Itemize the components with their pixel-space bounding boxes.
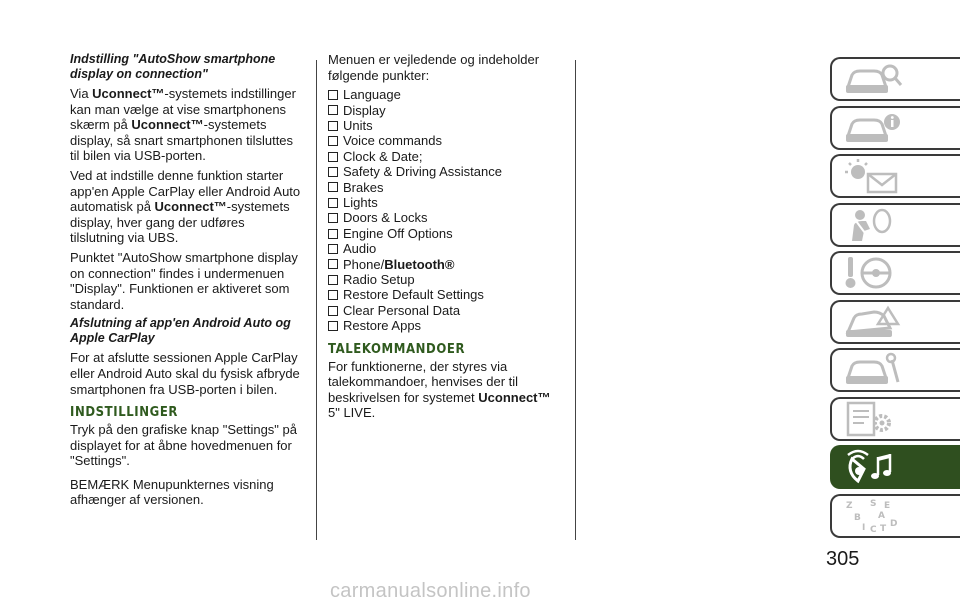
warning-lights-message-icon — [844, 158, 904, 194]
svg-text:A: A — [878, 510, 885, 521]
list-item: Language — [328, 87, 560, 102]
multimedia-music-icon — [844, 449, 904, 485]
checkbox-bullet-icon — [328, 167, 338, 177]
seatbelt-airbag-icon — [844, 207, 904, 243]
checkbox-bullet-icon — [328, 105, 338, 115]
list-item: Voice commands — [328, 133, 560, 148]
checkbox-bullet-icon — [328, 290, 338, 300]
checkbox-bullet-icon — [328, 136, 338, 146]
column-divider-right — [575, 60, 576, 540]
checkbox-bullet-icon — [328, 306, 338, 316]
svg-text:D: D — [890, 518, 898, 529]
list-item: Clock & Date; — [328, 149, 560, 164]
subhead-exit-app: Afslutning af app'en Android Auto og Apple CarPlay — [70, 316, 291, 346]
svg-text:Z: Z — [846, 500, 853, 511]
list-item: Clear Personal Data — [328, 303, 560, 318]
checkbox-bullet-icon — [328, 275, 338, 285]
steering-wheel-key-icon — [844, 255, 904, 291]
paragraph-submenu: Punktet "AutoShow smartphone display on connection" findes i undermenuen "Display". Funktionen er aktiveret som standard. — [70, 249, 298, 312]
checkbox-bullet-icon — [328, 121, 338, 131]
list-item: Restore Apps — [328, 318, 560, 333]
svg-text:S: S — [870, 498, 877, 509]
paragraph-exit-session: For at afslutte sessionen Apple CarPlay eller Android Auto skal du fysisk afbryde smartphonen fra USB-porten i bilen. — [70, 350, 300, 397]
tab-emergency[interactable] — [830, 300, 960, 344]
list-item: Radio Setup — [328, 272, 560, 287]
checkbox-bullet-icon — [328, 244, 338, 254]
paragraph-menu-intro: Menuen er vejledende og indeholder følgende punkter: — [328, 52, 540, 83]
paragraph-settings-button: Tryk på den grafiske knap "Settings" på displayet for at åbne hovedmenuen for "Settings". — [70, 422, 297, 469]
svg-text:B: B — [854, 512, 861, 523]
list-item: Units — [328, 118, 560, 133]
checkbox-bullet-icon — [328, 321, 338, 331]
paragraph-via-uconnect: Via Uconnect™-systemets indstillinger kan man vælge at vise smartphonens skærm på Uconnect™-systemets display, så snart smartphonen tilsluttes til bilen via USB-porten. — [70, 86, 296, 164]
tab-servicing[interactable] — [830, 348, 960, 392]
checkbox-bullet-icon — [328, 213, 338, 223]
checkbox-bullet-icon — [328, 90, 338, 100]
section-title-voice-commands: TALEKOMMANDOER — [328, 341, 466, 357]
list-item: Brakes — [328, 180, 560, 195]
tab-starting-driving[interactable] — [830, 251, 960, 295]
left-column — [70, 52, 302, 512]
index-letters-icon — [844, 498, 904, 534]
checkbox-bullet-icon — [328, 229, 338, 239]
checkbox-bullet-icon — [328, 182, 338, 192]
car-search-icon — [844, 61, 904, 97]
tab-getting-to-know[interactable] — [830, 57, 960, 101]
list-item: Safety & Driving Assistance — [328, 164, 560, 179]
section-title-settings: INDSTILLINGER — [70, 405, 179, 421]
specifications-gear-icon — [844, 401, 904, 437]
checkbox-bullet-icon — [328, 152, 338, 162]
tab-multimedia[interactable] — [830, 445, 960, 489]
page-number: 305 — [826, 548, 860, 570]
tab-warning-lights[interactable] — [830, 154, 960, 198]
list-item: Audio — [328, 241, 560, 256]
paragraph-autostart: Ved at indstille denne funktion starter app'en Apple CarPlay eller Android Auto automatisk på Uconnect™-systemets display, hver gang der udføres tilslutning via UBS. — [70, 167, 301, 246]
right-column — [328, 52, 560, 425]
svg-text:C: C — [870, 524, 877, 534]
list-item: Restore Default Settings — [328, 287, 560, 302]
svg-text:E: E — [884, 500, 891, 511]
checkbox-bullet-icon — [328, 259, 338, 269]
car-info-icon — [844, 110, 904, 146]
column-divider-left — [316, 60, 317, 540]
car-breakdown-icon — [844, 304, 904, 340]
svg-text:T: T — [880, 523, 887, 534]
tab-safety[interactable] — [830, 203, 960, 247]
paragraph-note: BEMÆRK Menupunkternes visning afhænger af versionen. — [70, 476, 274, 508]
list-item: Doors & Locks — [328, 210, 560, 225]
checkbox-bullet-icon — [328, 198, 338, 208]
settings-menu-list — [328, 87, 560, 334]
chapter-tabs — [830, 57, 960, 542]
list-item: Lights — [328, 195, 560, 210]
paragraph-voice-commands: For funktionerne, der styres via talekommandoer, henvises der til beskrivelsen for systemet Uconnect™ 5" LIVE. — [328, 358, 551, 421]
list-item: Display — [328, 103, 560, 118]
tab-technical-data[interactable] — [830, 397, 960, 441]
watermark: carmanualsonline.info — [330, 580, 531, 602]
list-item: Engine Off Options — [328, 226, 560, 241]
list-item: Phone/ Bluetooth® — [328, 257, 560, 272]
car-wrench-icon — [844, 352, 904, 388]
subhead-autoshow: Indstilling "AutoShow smartphone display on connection" — [70, 52, 276, 81]
tab-info[interactable] — [830, 106, 960, 150]
svg-text:I: I — [862, 522, 866, 533]
tab-index[interactable] — [830, 494, 960, 538]
